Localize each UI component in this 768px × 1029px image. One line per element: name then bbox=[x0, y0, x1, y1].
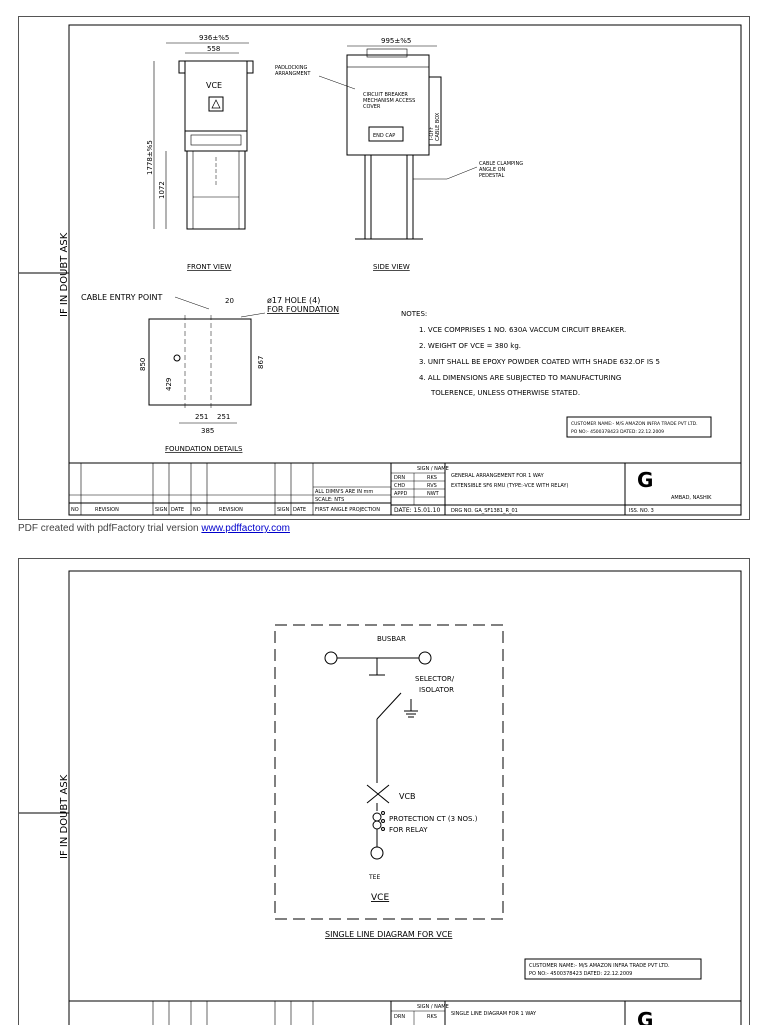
svg-text:429: 429 bbox=[165, 377, 173, 391]
svg-text:ISOLATOR: ISOLATOR bbox=[419, 686, 454, 694]
svg-text:995±%5: 995±%5 bbox=[381, 37, 412, 45]
svg-text:2. WEIGHT OF VCE = 380 kg.: 2. WEIGHT OF VCE = 380 kg. bbox=[419, 342, 521, 350]
svg-text:SIGN / NAME: SIGN / NAME bbox=[417, 1004, 449, 1010]
svg-text:CUSTOMER NAME:- M/S AMAZON INF: CUSTOMER NAME:- M/S AMAZON INFRA TRADE PVT LTD. bbox=[529, 963, 670, 969]
svg-text:COVER: COVER bbox=[363, 104, 381, 110]
svg-text:NOTES:: NOTES: bbox=[401, 310, 428, 318]
svg-text:VCB: VCB bbox=[399, 792, 416, 801]
svg-text:867: 867 bbox=[257, 355, 265, 369]
svg-text:936±%5: 936±%5 bbox=[199, 34, 230, 42]
side-note: IF IN DOUBT ASK bbox=[59, 774, 70, 859]
svg-text:REVISION: REVISION bbox=[219, 507, 243, 513]
svg-text:ISS. NO. 3: ISS. NO. 3 bbox=[629, 508, 654, 514]
foundation-details bbox=[81, 293, 339, 453]
svg-text:850: 850 bbox=[139, 357, 147, 371]
svg-text:4. ALL DIMENSIONS ARE SUBJECTE: 4. ALL DIMENSIONS ARE SUBJECTED TO MANUFACTURING bbox=[419, 374, 622, 382]
svg-text:CIRCUIT BREAKER: CIRCUIT BREAKER bbox=[363, 92, 408, 98]
svg-text:SINGLE LINE DIAGRAM FOR VCE: SINGLE LINE DIAGRAM FOR VCE bbox=[325, 930, 453, 939]
svg-text:DATE: 15.01.10: DATE: 15.01.10 bbox=[394, 507, 441, 514]
svg-text:FOUNDATION DETAILS: FOUNDATION DETAILS bbox=[165, 445, 243, 453]
side-note: IF IN DOUBT ASK bbox=[59, 232, 70, 317]
title-block bbox=[69, 1001, 741, 1025]
svg-text:SIDE VIEW: SIDE VIEW bbox=[373, 263, 410, 271]
notes bbox=[401, 310, 660, 397]
svg-text:3. UNIT SHALL BE EPOXY POWDER: 3. UNIT SHALL BE EPOXY POWDER COATED WITH SHADE 632.OF IS 5 bbox=[419, 358, 661, 366]
svg-text:20: 20 bbox=[225, 297, 234, 305]
svg-text:CUSTOMER NAME:- M/S AMAZON INF: CUSTOMER NAME:- M/S AMAZON INFRA TRADE PVT LTD. bbox=[571, 422, 698, 427]
svg-text:T-OFF: T-OFF bbox=[429, 126, 435, 141]
svg-text:FIRST ANGLE PROJECTION: FIRST ANGLE PROJECTION bbox=[315, 507, 380, 513]
svg-text:NO: NO bbox=[71, 507, 79, 513]
svg-text:SINGLE LINE DIAGRAM FOR 1 WAY: SINGLE LINE DIAGRAM FOR 1 WAY bbox=[451, 1011, 537, 1017]
svg-text:SCALE: NTS: SCALE: NTS bbox=[315, 497, 345, 503]
svg-text:FOR RELAY: FOR RELAY bbox=[389, 826, 428, 834]
svg-text:REVISION: REVISION bbox=[95, 507, 119, 513]
title-block bbox=[69, 463, 741, 515]
svg-text:251: 251 bbox=[195, 413, 209, 421]
customer-box bbox=[525, 959, 701, 979]
svg-text:RVS: RVS bbox=[427, 483, 437, 489]
drawing-sheet-2 bbox=[18, 558, 750, 1025]
svg-text:FOR FOUNDATION: FOR FOUNDATION bbox=[267, 305, 340, 314]
drawing-sheet-1 bbox=[18, 16, 750, 520]
single-line-diagram bbox=[325, 635, 478, 939]
svg-text:SIGN: SIGN bbox=[277, 507, 290, 513]
svg-text:CABLE ENTRY POINT: CABLE ENTRY POINT bbox=[81, 293, 163, 302]
sld-drawing bbox=[19, 559, 749, 1025]
svg-text:ARRANGMENT: ARRANGMENT bbox=[275, 71, 311, 77]
svg-text:AMBAD, NASHIK: AMBAD, NASHIK bbox=[671, 495, 712, 501]
svg-text:VCE: VCE bbox=[206, 81, 223, 90]
svg-text:SIGN: SIGN bbox=[155, 507, 168, 513]
svg-text:ALL DIMN'S ARE IN mm: ALL DIMN'S ARE IN mm bbox=[315, 489, 374, 495]
svg-text:PO NO:- 4500378423 DATED: 22.1: PO NO:- 4500378423 DATED: 22.12.2009 bbox=[529, 971, 633, 977]
svg-text:APPD: APPD bbox=[394, 491, 408, 497]
svg-text:EXTENSIBLE SF6 RMU (TYPE:-VCE: EXTENSIBLE SF6 RMU (TYPE:-VCE WITH RELAY) bbox=[451, 483, 569, 489]
svg-text:TEE: TEE bbox=[369, 874, 381, 881]
svg-text:DATE: DATE bbox=[293, 507, 307, 513]
svg-text:VCE: VCE bbox=[371, 893, 390, 903]
svg-text:TOLERENCE, UNLESS OTHERWISE ST: TOLERENCE, UNLESS OTHERWISE STATED. bbox=[431, 389, 581, 397]
svg-text:1072: 1072 bbox=[158, 181, 166, 199]
svg-text:ø17 HOLE (4): ø17 HOLE (4) bbox=[267, 296, 321, 305]
front-view bbox=[146, 34, 253, 271]
svg-text:PEDESTAL: PEDESTAL bbox=[479, 173, 505, 179]
svg-text:DRN: DRN bbox=[394, 475, 406, 481]
svg-text:ANGLE ON: ANGLE ON bbox=[479, 167, 506, 173]
pdffactory-link[interactable]: www.pdffactory.com bbox=[201, 523, 290, 534]
svg-text:1778±%5: 1778±%5 bbox=[146, 140, 154, 175]
svg-text:CABLE BOX: CABLE BOX bbox=[435, 112, 441, 141]
svg-text:RKS: RKS bbox=[427, 475, 437, 481]
company-logo: G bbox=[637, 1008, 654, 1025]
svg-text:1. VCE COMPRISES 1 NO. 630A VA: 1. VCE COMPRISES 1 NO. 630A VACCUM CIRCUIT BREAKER. bbox=[419, 326, 627, 334]
svg-text:CHD: CHD bbox=[394, 483, 406, 489]
svg-text:SIGN / NAME: SIGN / NAME bbox=[417, 466, 449, 472]
pdf-footer: PDF created with pdfFactory trial version www.pdffactory.com bbox=[18, 523, 290, 534]
svg-text:DATE: DATE bbox=[171, 507, 185, 513]
svg-text:FRONT VIEW: FRONT VIEW bbox=[187, 263, 232, 271]
svg-text:DRN: DRN bbox=[394, 1014, 406, 1020]
svg-text:558: 558 bbox=[207, 45, 221, 53]
svg-text:GENERAL ARRANGEMENT FOR 1 WAY: GENERAL ARRANGEMENT FOR 1 WAY bbox=[451, 473, 544, 479]
svg-text:END CAP: END CAP bbox=[373, 133, 396, 139]
svg-text:PO NO:- 4500378423 DATED: 22.1: PO NO:- 4500378423 DATED: 22.12.2009 bbox=[571, 430, 665, 435]
svg-text:385: 385 bbox=[201, 427, 215, 435]
svg-text:PROTECTION CT (3 NOS.): PROTECTION CT (3 NOS.) bbox=[389, 815, 478, 823]
svg-text:DRG NO. GA_SF1381_R_01: DRG NO. GA_SF1381_R_01 bbox=[451, 508, 518, 514]
side-view bbox=[275, 37, 523, 271]
svg-text:251: 251 bbox=[217, 413, 231, 421]
svg-text:CABLE CLAMPING: CABLE CLAMPING bbox=[479, 161, 524, 167]
svg-text:BUSBAR: BUSBAR bbox=[377, 635, 406, 643]
svg-text:PADLOCKING: PADLOCKING bbox=[275, 65, 308, 71]
svg-text:MECHANISM ACCESS: MECHANISM ACCESS bbox=[363, 98, 416, 104]
svg-text:NWT: NWT bbox=[427, 491, 439, 497]
customer-box bbox=[567, 417, 711, 437]
svg-text:NO: NO bbox=[193, 507, 201, 513]
svg-text:RKS: RKS bbox=[427, 1014, 437, 1020]
company-logo: G bbox=[637, 468, 654, 492]
svg-text:SELECTOR/: SELECTOR/ bbox=[415, 675, 455, 683]
ga-drawing bbox=[19, 17, 749, 519]
